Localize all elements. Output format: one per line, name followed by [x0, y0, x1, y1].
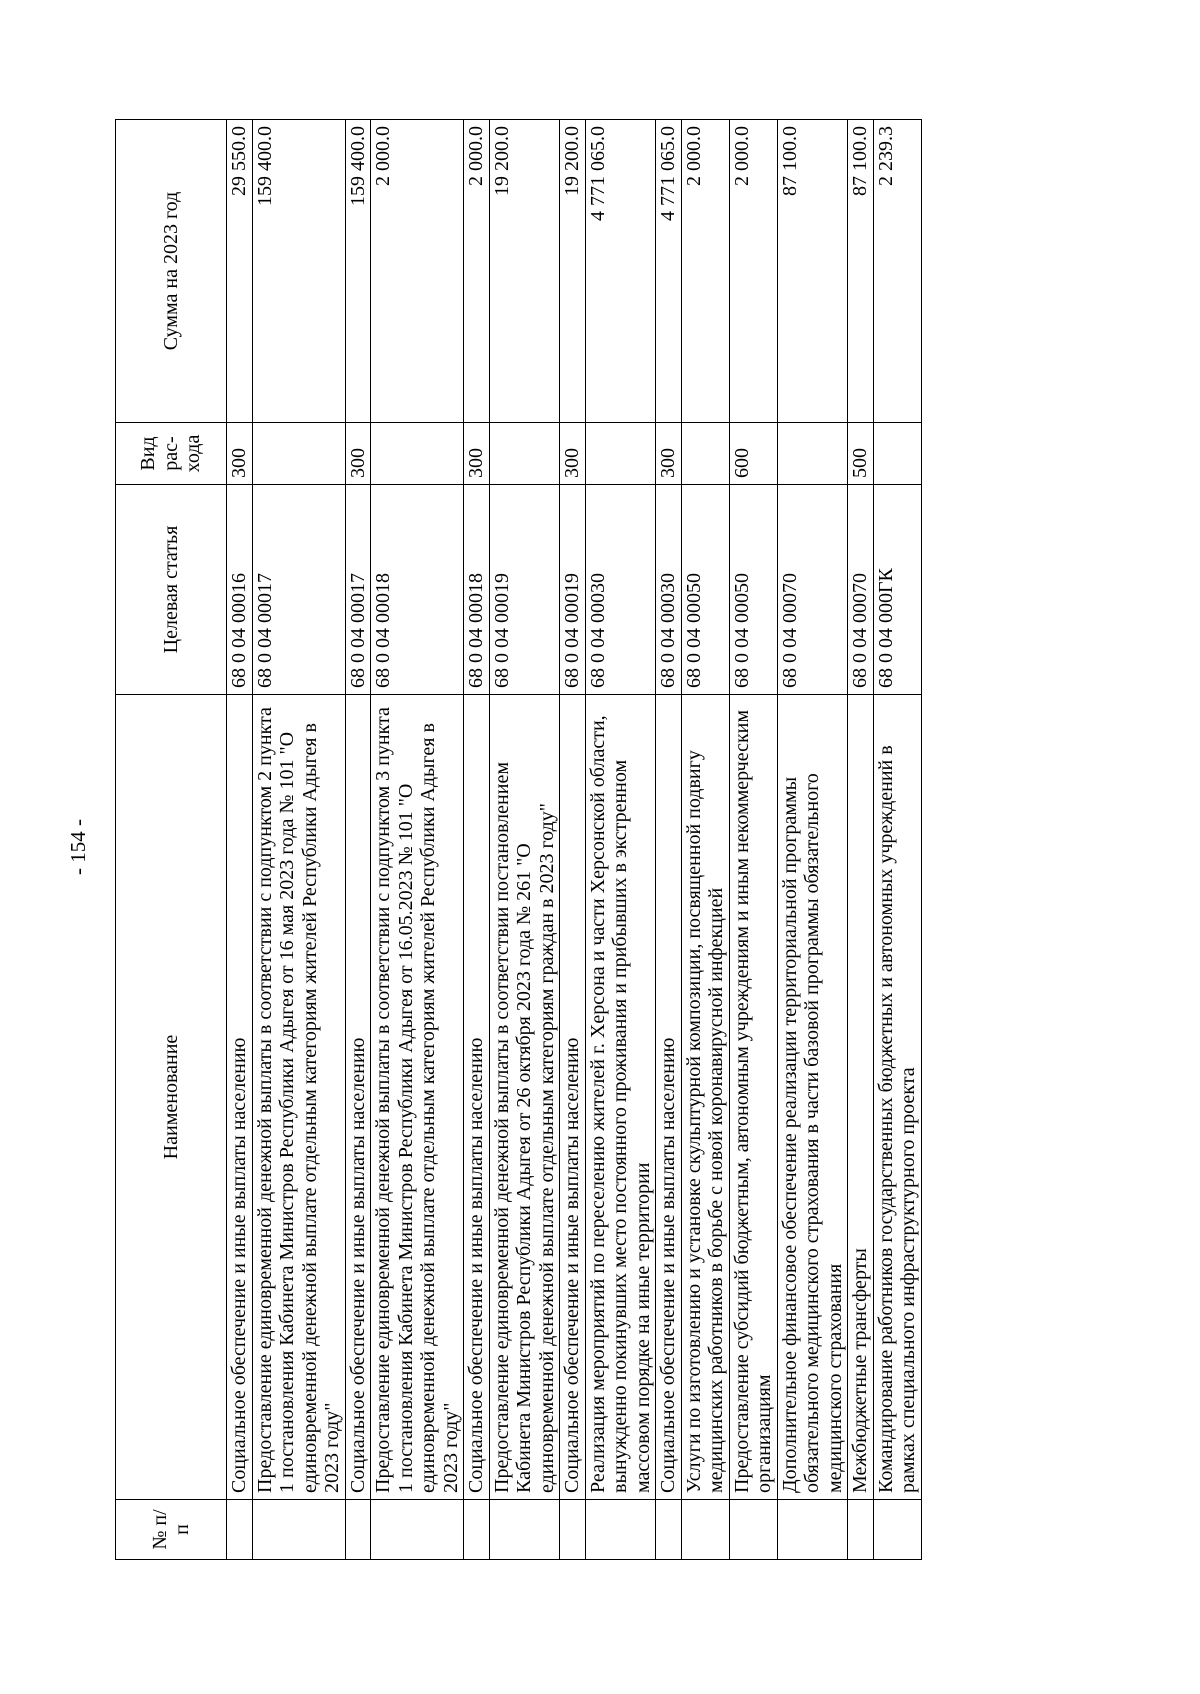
cell-name: Межбюджетные трансферты — [848, 695, 874, 1500]
cell-vid — [585, 423, 656, 485]
cell-code: 68 0 04 00050 — [681, 485, 729, 695]
cell-name: Социальное обеспечение и иные выплаты населению — [345, 695, 371, 1500]
cell-sum: 2 000.0 — [681, 120, 729, 423]
cell-vid — [489, 423, 560, 485]
cell-name: Предоставление единовременной денежной выплаты в соответствии с подпунктом 3 пункта 1 постановления Кабинета Министров Республики Адыгея от 16.05.2023 № 101 "О единовременной денежной выплате отдельным категориям жителей Республики Адыгея в 2023 году" — [371, 695, 464, 1500]
cell-vid: 500 — [848, 423, 874, 485]
cell-num — [489, 1500, 560, 1560]
cell-num — [681, 1500, 729, 1560]
table-header-row — [116, 120, 227, 1560]
cell-sum: 4 771 065.0 — [585, 120, 656, 423]
cell-sum: 87 100.0 — [777, 120, 848, 423]
cell-sum: 159 400.0 — [252, 120, 345, 423]
table-row — [489, 120, 560, 1560]
table-row — [848, 120, 874, 1560]
cell-name: Реализация мероприятий по переселению жителей г. Херсона и части Херсонской области, вынужденно покинувших место постоянного проживания и прибывших в экстренном массовом порядке на иные территории — [585, 695, 656, 1500]
cell-vid — [252, 423, 345, 485]
cell-name: Предоставление единовременной денежной выплаты в соответствии постановлением Кабинета Министров Республики Адыгея от 26 октября 2023 года № 261 "О единовременной денежной выплате отдельным категориям граждан в 2023 году" — [489, 695, 560, 1500]
cell-vid: 300 — [656, 423, 682, 485]
table-row — [777, 120, 848, 1560]
cell-name: Предоставление субсидий бюджетным, автономным учреждениям и иным некоммерческим организациям — [729, 695, 777, 1500]
rotated-page-content — [115, 120, 1200, 1560]
cell-sum: 2 000.0 — [464, 120, 490, 423]
cell-code: 68 0 04 00030 — [585, 485, 656, 695]
budget-table — [115, 119, 922, 1560]
table-row — [252, 120, 345, 1560]
table-row — [227, 120, 253, 1560]
cell-code: 68 0 04 00017 — [345, 485, 371, 695]
cell-code: 68 0 04 00016 — [227, 485, 253, 695]
header-vid: Вид рас-хода — [116, 423, 227, 485]
cell-name: Социальное обеспечение и иные выплаты населению — [560, 695, 586, 1500]
cell-num — [252, 1500, 345, 1560]
table-row — [656, 120, 682, 1560]
cell-name: Услуги по изготовлению и установке скульптурной композиции, посвященной подвигу медицинских работников в борьбе с новой коронавирусной инфекцией — [681, 695, 729, 1500]
cell-num — [585, 1500, 656, 1560]
cell-vid — [681, 423, 729, 485]
cell-code: 68 0 04 000ГК — [873, 485, 921, 695]
cell-num — [656, 1500, 682, 1560]
cell-sum: 2 000.0 — [371, 120, 464, 423]
cell-num — [464, 1500, 490, 1560]
cell-code: 68 0 04 00019 — [489, 485, 560, 695]
cell-num — [227, 1500, 253, 1560]
table-row — [345, 120, 371, 1560]
cell-vid — [777, 423, 848, 485]
cell-num — [777, 1500, 848, 1560]
table-row — [464, 120, 490, 1560]
cell-code: 68 0 04 00018 — [464, 485, 490, 695]
cell-name: Дополнительное финансовое обеспечение реализации территориальной программы обязательного медицинского страхования в части базовой программы обязательного медицинского страхования — [777, 695, 848, 1500]
table-row — [729, 120, 777, 1560]
cell-name: Предоставление единовременной денежной выплаты в соответствии с подпунктом 2 пункта 1 постановления Кабинета Министров Республики Адыгея от 16 мая 2023 года № 101 "О единовременной денежной выплате отдельным категориям жителей Республики Адыгея в 2023 году" — [252, 695, 345, 1500]
cell-num — [345, 1500, 371, 1560]
cell-code: 68 0 04 00050 — [729, 485, 777, 695]
cell-vid — [873, 423, 921, 485]
cell-num — [371, 1500, 464, 1560]
header-sum: Сумма на 2023 год — [116, 120, 227, 423]
cell-vid: 300 — [227, 423, 253, 485]
cell-name: Социальное обеспечение и иные выплаты населению — [656, 695, 682, 1500]
cell-num — [560, 1500, 586, 1560]
cell-code: 68 0 04 00019 — [560, 485, 586, 695]
cell-num — [729, 1500, 777, 1560]
cell-vid: 600 — [729, 423, 777, 485]
cell-code: 68 0 04 00030 — [656, 485, 682, 695]
header-name: Наименование — [116, 695, 227, 1500]
table-row — [560, 120, 586, 1560]
cell-vid: 300 — [464, 423, 490, 485]
cell-num — [873, 1500, 921, 1560]
cell-code: 68 0 04 00017 — [252, 485, 345, 695]
cell-code: 68 0 04 00070 — [848, 485, 874, 695]
cell-sum: 159 400.0 — [345, 120, 371, 423]
cell-vid: 300 — [560, 423, 586, 485]
cell-sum: 29 550.0 — [227, 120, 253, 423]
header-num: № п/п — [116, 1500, 227, 1560]
cell-sum: 19 200.0 — [560, 120, 586, 423]
cell-code: 68 0 04 00018 — [371, 485, 464, 695]
cell-sum: 2 000.0 — [729, 120, 777, 423]
table-row — [681, 120, 729, 1560]
cell-code: 68 0 04 00070 — [777, 485, 848, 695]
cell-name: Социальное обеспечение и иные выплаты населению — [464, 695, 490, 1500]
header-code: Целевая статья — [116, 485, 227, 695]
page-number: - 154 - — [66, 819, 90, 875]
cell-sum: 19 200.0 — [489, 120, 560, 423]
cell-name: Командирование работников государственных бюджетных и автономных учреждений в рамках специального инфраструктурного проекта — [873, 695, 921, 1500]
cell-vid: 300 — [345, 423, 371, 485]
cell-sum: 2 239.3 — [873, 120, 921, 423]
table-row — [371, 120, 464, 1560]
table-row — [873, 120, 921, 1560]
cell-name: Социальное обеспечение и иные выплаты населению — [227, 695, 253, 1500]
table-row — [585, 120, 656, 1560]
cell-sum: 87 100.0 — [848, 120, 874, 423]
cell-sum: 4 771 065.0 — [656, 120, 682, 423]
cell-num — [848, 1500, 874, 1560]
cell-vid — [371, 423, 464, 485]
